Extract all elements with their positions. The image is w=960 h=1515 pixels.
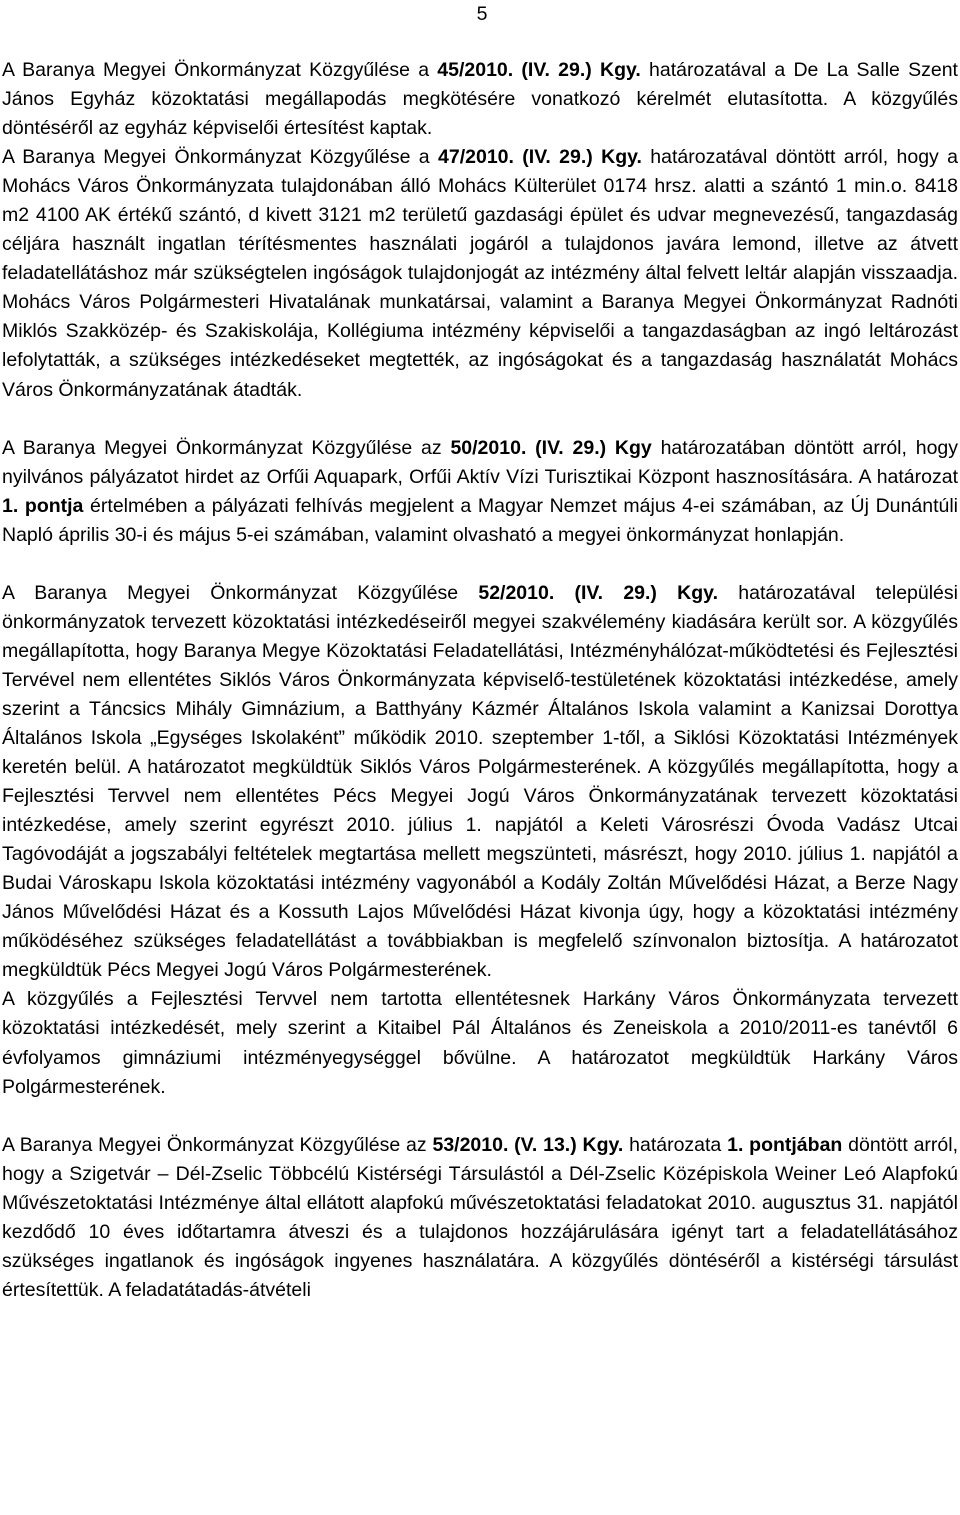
- paragraph-53-2010: [2, 1131, 958, 1305]
- text-segment: A Baranya Megyei Önkormányzat Közgyűlése: [2, 581, 479, 604]
- paragraph-45-2010: [2, 56, 958, 143]
- bold-reference: 52/2010. (IV. 29.) Kgy.: [478, 581, 718, 604]
- bold-reference: 50/2010. (IV. 29.) Kgy: [450, 436, 652, 459]
- document-body: [0, 56, 960, 1305]
- paragraph-47-2010: [2, 143, 958, 404]
- text-segment: A Baranya Megyei Önkormányzat Közgyűlése az: [2, 436, 451, 459]
- text-segment: A Baranya Megyei Önkormányzat Közgyűlése a: [2, 59, 438, 81]
- text-segment: határozata: [623, 1133, 728, 1156]
- text-segment: döntött arról, hogy a Szigetvár – Dél-Zselic Többcélú Kistérségi Társulástól a Dél-Zselic Középiskola Weiner Leó Alapfokú Művészetoktatási Intézménye által ellátott alapfokú művészetoktatási feladatokat 2010. augusztus 31. napjától kezdődő 10 éves időtartamra átveszi és a tulajdonos hozzájárulására igényt tart a feladatellátásához szükséges ingatlanok és ingóságok ingyenes használatára. A közgyűlés döntéséről a kistérségi társulást értesítettük. A feladatátadás-átvételi: [2, 1133, 958, 1301]
- text-segment: A Baranya Megyei Önkormányzat Közgyűlése az: [2, 1133, 433, 1156]
- text-segment: A közgyűlés a Fejlesztési Tervvel nem tartotta ellentétesnek Harkány Város Önkormányzata tervezett közoktatási intézkedését, mely szerint a Kitaibel Pál Általános és Zeneiskola a 2010/2011-es tanévtől 6 évfolyamos gimnáziumi intézményegységgel bővülne. A határozatot megküldtük Harkány Város Polgármesterének.: [2, 988, 958, 1098]
- paragraph-harkany: [2, 985, 958, 1101]
- text-segment: határozatával döntött arról, hogy a Mohács Város Önkormányzata tulajdonában álló Mohács Külterület 0174 hrsz. alatti a szántó 1 min.o. 8418 m2 4100 AK értékű szántó, d kivett 3121 m2 területű gazdasági épület és udvar megnevezésű, tangazdaság céljára használt ingatlan térítésmentes használati jogáról a tulajdonos javára lemond, illetve az átvett feladatellátáshoz már szükségtelen ingóságok tulajdonjogát az intézmény által felvett leltár alapján visszaadja. Mohács Város Polgármesteri Hivatalának munkatársai, valamint a Baranya Megyei Önkormányzat Radnóti Miklós Szakközép- és Szakiskolája, Kollégiuma intézmény képviselői a tangazdaságban az ingó leltározást lefolytatták, a szükséges intézkedéseket megtették, az ingóságokat és a tangazdaság használatát Mohács Város Önkormányzatának átadták.: [2, 146, 958, 401]
- text-segment: A Baranya Megyei Önkormányzat Közgyűlése a: [2, 146, 439, 169]
- text-segment: határozatával a De La Salle Szent János Egyház közoktatási megállapodás megkötésére vonatkozó kérelmét elutasította. A közgyűlés döntéséről az egyház képviselői értesítést kaptak.: [2, 59, 958, 140]
- text-segment: határozatában döntött arról, hogy nyilvános pályázatot hirdet az Orfűi Aquapark, Orfűi Aktív Vízi Turisztikai Központ hasznosítására. A határozat: [2, 436, 959, 488]
- bold-reference: 47/2010. (IV. 29.) Kgy.: [438, 146, 642, 169]
- bold-reference: 45/2010. (IV. 29.) Kgy.: [437, 59, 641, 81]
- text-segment: határozatával települési önkormányzatok tervezett közoktatási intézkedéseiről megyei szakvélemény kiadására került sor. A közgyűlés megállapította, hogy Baranya Megye Közoktatási Feladatellátási, Intézményhálózat-működtetési és Fejlesztési Tervével nem ellentétes Siklós Város Önkormányzata képviselő-testületének közoktatási intézkedése, amely szerint a Táncsics Mihály Gimnázium, a Batthyány Kázmér Általános Iskola valamint a Kanizsai Dorottya Általános Iskola „Egységes Iskolaként” működik 2010. szeptember 1-től, a Siklósi Közoktatási Intézmények keretén belül. A határozatot megküldtük Siklós Város Polgármesterének. A közgyűlés megállapította, hogy a Fejlesztési Tervvel nem ellentétes Pécs Megyei Jogú Város Önkormányzatának tervezett közoktatási intézkedése, amely szerint egyrészt 2010. július 1. napjától a Keleti Városrészi Óvoda Vadász Utcai Tagóvodáját a jogszabályi feltételek megtartása mellett megszünteti, másrészt, hogy 2010. július 1. napjától a Budai Városkapu Iskola közoktatási intézmény vagyonából a Kodály Zoltán Művelődési Házat, a Berze Nagy János Művelődési Házat és a Kossuth Lajos Művelődési Házat kivonja úgy, hogy a közoktatási intézmény működéséhez szükséges feladatellátást a továbbiakban is megfelelő színvonalon biztosítja. A határozatot megküldtük Pécs Megyei Jogú Város Polgármesterének.: [2, 581, 958, 982]
- bold-reference: 53/2010. (V. 13.) Kgy.: [432, 1133, 624, 1156]
- paragraph-50-2010: [2, 434, 958, 550]
- paragraph-52-2010: [2, 579, 958, 986]
- page-number: 5: [476, 3, 488, 25]
- text-segment: értelmében a pályázati felhívás megjelent a Magyar Nemzet május 4-ei számában, az Új Dunántúli Napló április 30-i és május 5-ei számában, valamint olvasható a megyei önkormányzat honlapján.: [2, 494, 958, 546]
- bold-reference: 1. pontja: [2, 494, 84, 517]
- bold-reference: 1. pontjában: [727, 1133, 843, 1156]
